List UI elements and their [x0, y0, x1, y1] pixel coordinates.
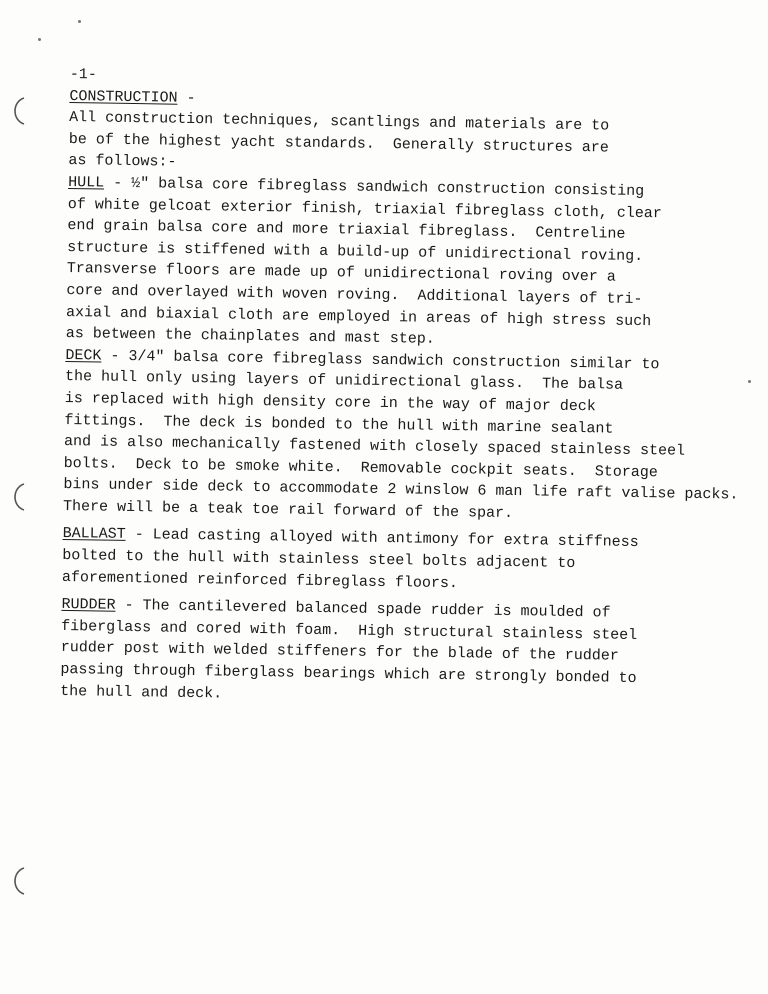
ballast-paragraph — [62, 523, 753, 599]
deck-line: bolts. Deck to be smoke white. Removable cockpit seats. Storage — [63, 454, 658, 481]
intro-line: as follows:- — [68, 152, 177, 172]
hull-label: HULL — [68, 173, 105, 192]
paper-speck — [38, 38, 41, 41]
hull-line: as between the chainplates and mast step. — [65, 325, 435, 348]
deck-line: fittings. The deck is bonded to the hull with marine sealant — [64, 411, 614, 438]
rudder-line: rudder post with welded stiffeners for the blade of the rudder — [60, 639, 619, 666]
rudder-line: passing through fiberglass bearings which are strongly bonded to — [60, 660, 637, 688]
rudder-line: the hull and deck. — [60, 682, 223, 703]
typed-text-block — [60, 64, 760, 713]
rudder-line: fiberglass and cored with foam. High structural stainless steel — [61, 617, 638, 644]
paper-speck — [78, 20, 81, 23]
ballast-first-text: - Lead casting alloyed with antimony for extra stiffness — [125, 526, 639, 552]
section-heading: CONSTRUCTION — [69, 87, 178, 107]
deck-first-text: - 3/4" balsa core fibreglass sandwich construction similar to — [101, 347, 660, 374]
ballast-label: BALLAST — [62, 525, 126, 544]
rudder-paragraph — [60, 594, 752, 713]
deck-line: There will be a teak toe rail forward of the spar. — [62, 497, 514, 522]
page-number: -1- — [69, 65, 97, 84]
hull-paragraph — [66, 172, 759, 356]
deck-line: the hull only using layers of unidirectional glass. The balsa — [64, 368, 624, 395]
intro-paragraph — [68, 107, 759, 183]
hull-line: of white gelcoat exterior finish, triaxial fibreglass cloth, clear — [67, 195, 662, 222]
deck-line: bins under side deck to accommodate 2 winslow 6 man life raft valise packs. — [63, 476, 739, 504]
ballast-line: aforementioned reinforced fibreglass floors. — [61, 568, 459, 592]
hull-line: axial and biaxial cloth are employed in areas of high stress such — [65, 303, 652, 330]
intro-line: All construction techniques, scantlings and materials are to — [69, 109, 610, 135]
intro-line: be of the highest yacht standards. Generally structures are — [68, 130, 609, 157]
section-heading-dash: - — [177, 89, 196, 107]
hull-line: Transverse floors are made up of unidirectional roving over a — [66, 260, 616, 286]
rudder-label: RUDDER — [61, 596, 116, 615]
punch-hole-mark-middle — [8, 482, 28, 512]
ballast-line: bolted to the hull with stainless steel bolts adjacent to — [62, 547, 576, 573]
deck-line: is replaced with high density core in the way of major deck — [64, 389, 596, 416]
punch-hole-mark-bottom — [8, 866, 28, 896]
hull-first-text: - ½" balsa core fibreglass sandwich construction consisting — [104, 174, 645, 201]
hull-line: core and overlayed with woven roving. Additional layers of tri- — [66, 281, 643, 308]
deck-label: DECK — [65, 346, 102, 365]
deck-line: and is also mechanically fastened with closely spaced stainless steel — [63, 433, 686, 460]
hull-line: structure is stiffened with a build-up of unidirectional roving. — [66, 238, 644, 265]
rudder-first-text: - The cantilevered balanced spade rudder is moulded of — [115, 597, 611, 622]
hull-line: end grain balsa core and more triaxial fibreglass. Centreline — [67, 217, 626, 243]
punch-hole-mark-top — [8, 96, 28, 126]
deck-paragraph — [63, 345, 756, 529]
